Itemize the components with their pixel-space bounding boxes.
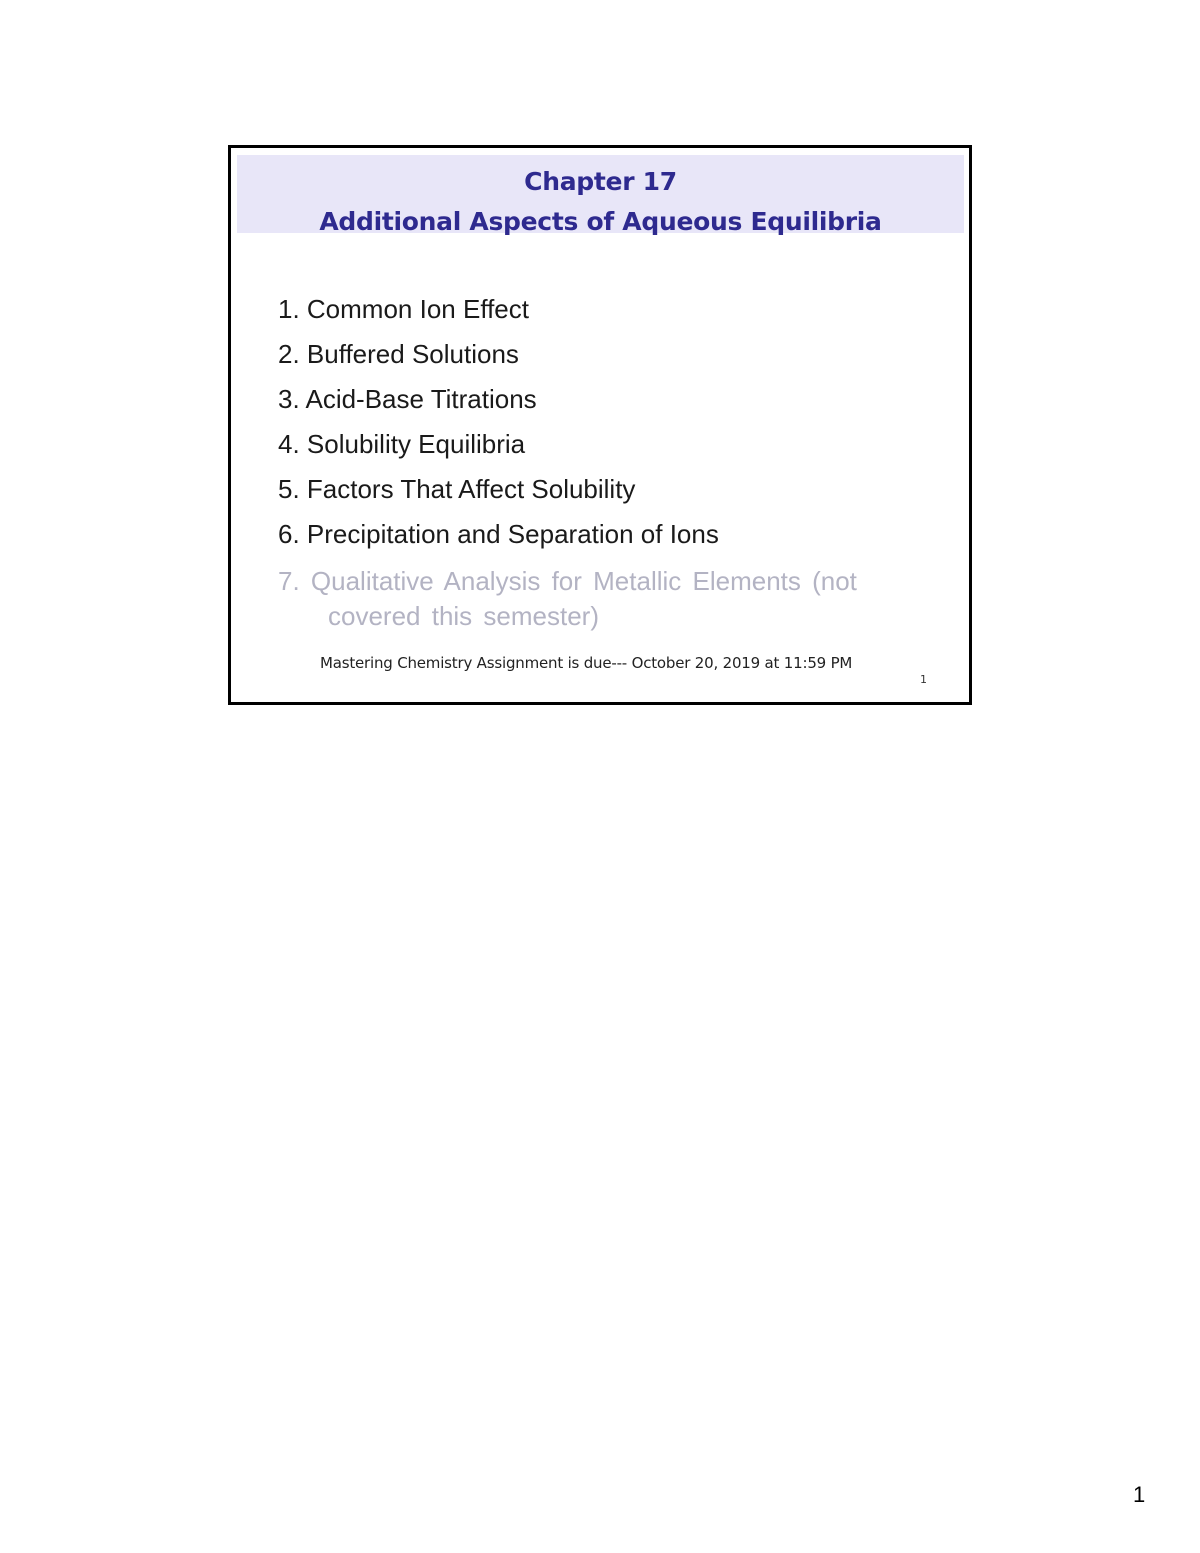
topic-item: 4. Solubility Equilibria — [278, 429, 526, 459]
slide-title-topic: Additional Aspects of Aqueous Equilibria — [319, 207, 882, 236]
slide-frame — [228, 145, 972, 705]
topic-item-not-covered-line1: 7. Qualitative Analysis for Metallic Elements (not — [278, 566, 857, 596]
topic-item: 2. Buffered Solutions — [278, 339, 519, 369]
topic-item-not-covered — [278, 564, 938, 634]
topic-item: 1. Common Ion Effect — [278, 294, 529, 324]
page-number: 1 — [1133, 1482, 1146, 1507]
assignment-due-note: Mastering Chemistry Assignment is due--- October 20, 2019 at 11:59 PM — [320, 654, 853, 672]
topic-list — [278, 294, 938, 634]
slide-number: 1 — [920, 673, 927, 686]
topic-item-not-covered-line2: covered this semester) — [328, 601, 599, 631]
slide-title-band — [237, 155, 964, 236]
topic-item: 5. Factors That Affect Solubility — [278, 474, 636, 504]
slide-title-chapter: Chapter 17 — [524, 167, 677, 196]
topic-item: 6. Precipitation and Separation of Ions — [278, 519, 719, 549]
topic-item: 3. Acid-Base Titrations — [278, 384, 537, 414]
